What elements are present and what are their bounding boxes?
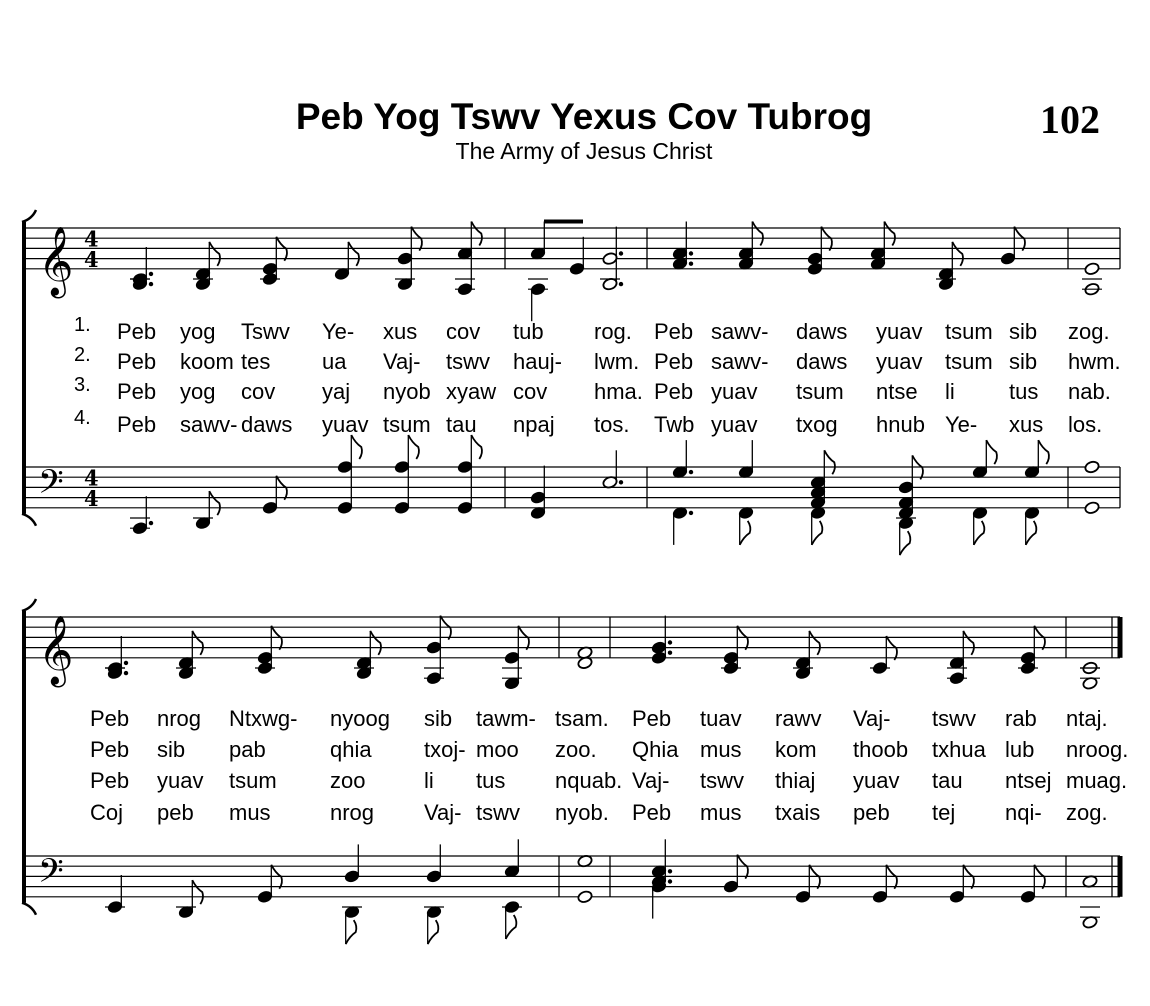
- lyric-syllable: tus: [476, 768, 506, 793]
- note-head: [257, 890, 273, 904]
- lyric-syllable: Peb: [117, 379, 157, 404]
- lyric-syllable: yuav: [876, 319, 923, 344]
- lyric-syllable: Peb: [654, 349, 694, 374]
- lyric-syllable: rab: [1005, 706, 1037, 731]
- lyric-syllable: tswv: [446, 349, 490, 374]
- verse-number: 3.: [74, 374, 91, 396]
- note-head: [1000, 252, 1016, 266]
- lyric-syllable: tsum: [229, 768, 277, 793]
- lyric-syllable: mus: [700, 800, 742, 825]
- augmentation-dot: [619, 480, 623, 484]
- lyric-syllable: Vaj-: [424, 800, 462, 825]
- lyric-syllable: sib: [157, 737, 186, 762]
- lyric-syllable: thiaj: [775, 768, 816, 793]
- lyric-syllable: tau: [446, 412, 477, 437]
- note-flag: [370, 631, 381, 655]
- note-head: [807, 262, 823, 276]
- note-head: [1084, 262, 1100, 276]
- verse-number: 4.: [74, 407, 91, 429]
- bass-clef: 𝄢: [38, 852, 64, 899]
- lyric-syllable: qhia: [330, 737, 372, 762]
- time-signature-top: 4: [84, 226, 99, 252]
- lyric-syllable: Peb: [90, 706, 130, 731]
- lyric-syllable: yog: [180, 379, 216, 404]
- augmentation-dot: [619, 282, 623, 286]
- note-flag: [952, 242, 963, 266]
- lyric-syllable: tos.: [594, 412, 630, 437]
- hymn-title: Peb Yog Tswv Yexus Cov Tubrog: [295, 96, 873, 137]
- note-head: [344, 869, 360, 883]
- note-head: [426, 641, 442, 655]
- lyric-syllable: nyob: [383, 379, 431, 404]
- note-head: [530, 491, 546, 505]
- lyric-syllable: hwm.: [1068, 349, 1121, 374]
- lyric-syllable: tsam.: [555, 706, 609, 731]
- lyric-syllable: nroog.: [1066, 737, 1129, 762]
- lyric-syllable: li: [424, 768, 434, 793]
- lyric-syllable: sawv-: [180, 412, 238, 437]
- note-flag: [471, 222, 482, 246]
- lyric-syllable: hnub: [876, 412, 925, 437]
- note-head: [337, 501, 353, 515]
- lyric-syllable: Coj: [90, 800, 124, 825]
- lyric-syllable: xus: [383, 319, 418, 344]
- lyric-syllable: hauj-: [513, 349, 562, 374]
- system-bracket: [22, 611, 26, 903]
- lyric-syllable: tswv: [932, 706, 976, 731]
- lyric-syllable: txhua: [932, 737, 986, 762]
- lyric-syllable: moo: [476, 737, 519, 762]
- lyric-syllable: sib: [1009, 349, 1038, 374]
- lyric-syllable: cov: [513, 379, 548, 404]
- note-head: [394, 460, 410, 474]
- lyric-syllable: npaj: [513, 412, 555, 437]
- lyric-syllable: li: [945, 379, 955, 404]
- time-signature-bottom: 4: [84, 246, 99, 272]
- lyric-syllable: yuav: [711, 379, 758, 404]
- system-bracket: [22, 222, 26, 514]
- augmentation-dot: [149, 282, 153, 286]
- time-signature-bottom: 4: [84, 485, 99, 511]
- lyric-syllable: muag.: [1066, 768, 1128, 793]
- augmentation-dot: [689, 511, 693, 515]
- lyric-syllable: Ntxwg-: [229, 706, 298, 731]
- lyric-syllable: hma.: [594, 379, 643, 404]
- lyric-syllable: ntaj.: [1066, 706, 1108, 731]
- lyric-syllable: yuav: [157, 768, 204, 793]
- note-head: [1084, 460, 1100, 474]
- lyric-syllable: Peb: [117, 319, 157, 344]
- bracket-bottom: [22, 514, 36, 526]
- note-head: [426, 869, 442, 883]
- note-head: [872, 890, 888, 904]
- lyric-syllable: nyob.: [555, 800, 609, 825]
- note-head: [1020, 890, 1036, 904]
- verse-number: 1.: [74, 314, 91, 336]
- lyric-syllable: tswv: [700, 768, 744, 793]
- augmentation-dot: [689, 251, 693, 255]
- lyric-syllable: Peb: [90, 768, 130, 793]
- lyric-syllable: Peb: [654, 319, 694, 344]
- lyric-syllable: zog.: [1066, 800, 1108, 825]
- note-head: [795, 890, 811, 904]
- time-signature-top: 4: [84, 465, 99, 491]
- lyric-syllable: rog.: [594, 319, 632, 344]
- lyric-syllable: yuav: [853, 768, 900, 793]
- verse-number: 2.: [74, 344, 91, 366]
- augmentation-dot: [689, 470, 693, 474]
- lyric-syllable: Vaj-: [853, 706, 891, 731]
- lyric-syllable: yog: [180, 319, 216, 344]
- lyric-syllable: cov: [241, 379, 276, 404]
- lyric-syllable: ntse: [876, 379, 918, 404]
- lyric-syllable: lub: [1005, 737, 1035, 762]
- note-head: [898, 480, 914, 494]
- lyric-syllable: Peb: [654, 379, 694, 404]
- hymn-subtitle: The Army of Jesus Christ: [455, 138, 713, 164]
- lyric-syllable: tau: [932, 768, 963, 793]
- note-flag: [346, 920, 357, 944]
- bracket-bottom: [22, 903, 36, 915]
- note-flag: [974, 521, 985, 545]
- augmentation-dot: [689, 262, 693, 266]
- augmentation-dot: [668, 869, 672, 873]
- treble-clef: 𝄞: [38, 225, 74, 296]
- lyric-syllable: tsum: [796, 379, 844, 404]
- lyric-syllable: tsum: [945, 349, 993, 374]
- lyric-syllable: yaj: [322, 379, 351, 404]
- note-flag: [884, 222, 895, 246]
- lyric-syllable: xyaw: [446, 379, 497, 404]
- lyric-syllable: rawv: [775, 706, 822, 731]
- lyric-syllable: yuav: [711, 412, 758, 437]
- lyric-syllable: nab.: [1068, 379, 1111, 404]
- bass-clef: 𝄢: [38, 463, 64, 510]
- lyric-syllable: mus: [229, 800, 271, 825]
- note-flag: [348, 242, 359, 266]
- lyric-syllable: yuav: [876, 349, 923, 374]
- note-flag: [192, 880, 203, 904]
- lyric-syllable: yuav: [322, 412, 369, 437]
- lyric-syllable: Vaj-: [383, 349, 421, 374]
- lyric-syllable: nyoog: [330, 706, 390, 731]
- lyric-syllable: zoo: [330, 768, 366, 793]
- lyric-syllable: tes: [241, 349, 271, 374]
- lyric-syllable: Ye-: [322, 319, 355, 344]
- note-flag: [351, 435, 362, 459]
- augmentation-dot: [149, 272, 153, 276]
- lyric-syllable: daws: [796, 349, 848, 374]
- lyric-syllable: tswv: [476, 800, 520, 825]
- note-flag: [192, 631, 203, 655]
- note-head: [457, 501, 473, 515]
- note-head: [397, 252, 413, 266]
- note-head: [262, 501, 278, 515]
- lyric-syllable: daws: [241, 412, 293, 437]
- note-head: [723, 880, 739, 894]
- note-head: [504, 651, 520, 665]
- lyric-syllable: sib: [424, 706, 453, 731]
- bracket-top: [22, 599, 36, 611]
- lyric-syllable: koom: [180, 349, 234, 374]
- note-flag: [1026, 521, 1037, 545]
- note-head: [569, 262, 585, 276]
- augmentation-dot: [668, 879, 672, 883]
- note-flag: [471, 435, 482, 459]
- lyric-syllable: Twb: [654, 412, 695, 437]
- note-head: [337, 460, 353, 474]
- lyric-syllable: ua: [322, 349, 347, 374]
- lyric-syllable: Tswv: [241, 319, 290, 344]
- lyric-syllable: Peb: [632, 706, 672, 731]
- note-flag: [428, 920, 439, 944]
- note-flag: [752, 222, 763, 246]
- lyric-syllable: tsum: [383, 412, 431, 437]
- augmentation-dot: [124, 661, 128, 665]
- lyrics-layer: [74, 314, 1128, 825]
- lyric-syllable: Qhia: [632, 737, 679, 762]
- lyric-syllable: peb: [853, 800, 890, 825]
- lyric-syllable: ntsej: [1005, 768, 1052, 793]
- lyric-syllable: kom: [775, 737, 817, 762]
- lyric-syllable: Vaj-: [632, 768, 670, 793]
- lyric-syllable: nqi-: [1005, 800, 1042, 825]
- lyric-syllable: daws: [796, 319, 848, 344]
- lyric-syllable: Peb: [632, 800, 672, 825]
- note-flag: [824, 450, 835, 474]
- lyric-syllable: sawv-: [711, 349, 769, 374]
- lyric-syllable: mus: [700, 737, 742, 762]
- lyric-syllable: thoob: [853, 737, 909, 762]
- note-flag: [740, 521, 751, 545]
- note-flag: [963, 631, 974, 655]
- lyric-syllable: nrog: [330, 800, 375, 825]
- note-head: [394, 501, 410, 515]
- lyric-syllable: nrog: [157, 706, 202, 731]
- augmentation-dot: [619, 251, 623, 255]
- lyric-syllable: txoj-: [424, 737, 466, 762]
- note-head: [602, 252, 618, 266]
- note-head: [457, 460, 473, 474]
- lyric-syllable: Peb: [117, 412, 157, 437]
- note-flag: [809, 631, 820, 655]
- lyric-syllable: Peb: [117, 349, 157, 374]
- hymn-number: 102: [1040, 97, 1100, 142]
- augmentation-dot: [668, 640, 672, 644]
- note-flag: [900, 531, 911, 555]
- augmentation-dot: [124, 671, 128, 675]
- note-flag: [986, 440, 997, 464]
- note-flag: [1038, 440, 1049, 464]
- lyric-syllable: sawv-: [711, 319, 769, 344]
- note-head: [651, 651, 667, 665]
- lyric-syllable: tub: [513, 319, 544, 344]
- lyric-syllable: tawm-: [476, 706, 536, 731]
- treble-clef: 𝄞: [38, 614, 74, 685]
- note-head: [1084, 501, 1100, 515]
- note-flag: [408, 435, 419, 459]
- lyric-syllable: lwm.: [594, 349, 640, 374]
- note-head: [949, 890, 965, 904]
- lyric-syllable: Peb: [90, 737, 130, 762]
- lyric-syllable: txog: [796, 412, 838, 437]
- lyric-syllable: pab: [229, 737, 266, 762]
- lyric-syllable: tsum: [945, 319, 993, 344]
- lyric-syllable: xus: [1009, 412, 1044, 437]
- lyric-syllable: tus: [1009, 379, 1039, 404]
- lyric-syllable: tuav: [700, 706, 742, 731]
- lyric-syllable: txais: [775, 800, 821, 825]
- lyric-syllable: los.: [1068, 412, 1103, 437]
- lyric-syllable: nquab.: [555, 768, 623, 793]
- lyric-syllable: sib: [1009, 319, 1038, 344]
- note-flag: [209, 491, 220, 515]
- augmentation-dot: [149, 521, 153, 525]
- lyric-syllable: zog.: [1068, 319, 1110, 344]
- lyric-syllable: zoo.: [555, 737, 597, 762]
- lyric-syllable: peb: [157, 800, 194, 825]
- note-flag: [209, 242, 220, 266]
- note-flag: [506, 915, 517, 939]
- bracket-top: [22, 210, 36, 222]
- augmentation-dot: [668, 651, 672, 655]
- lyric-syllable: cov: [446, 319, 481, 344]
- lyric-syllable: Ye-: [945, 412, 978, 437]
- note-flag: [812, 521, 823, 545]
- lyric-syllable: tej: [932, 800, 956, 825]
- note-head: [577, 890, 593, 904]
